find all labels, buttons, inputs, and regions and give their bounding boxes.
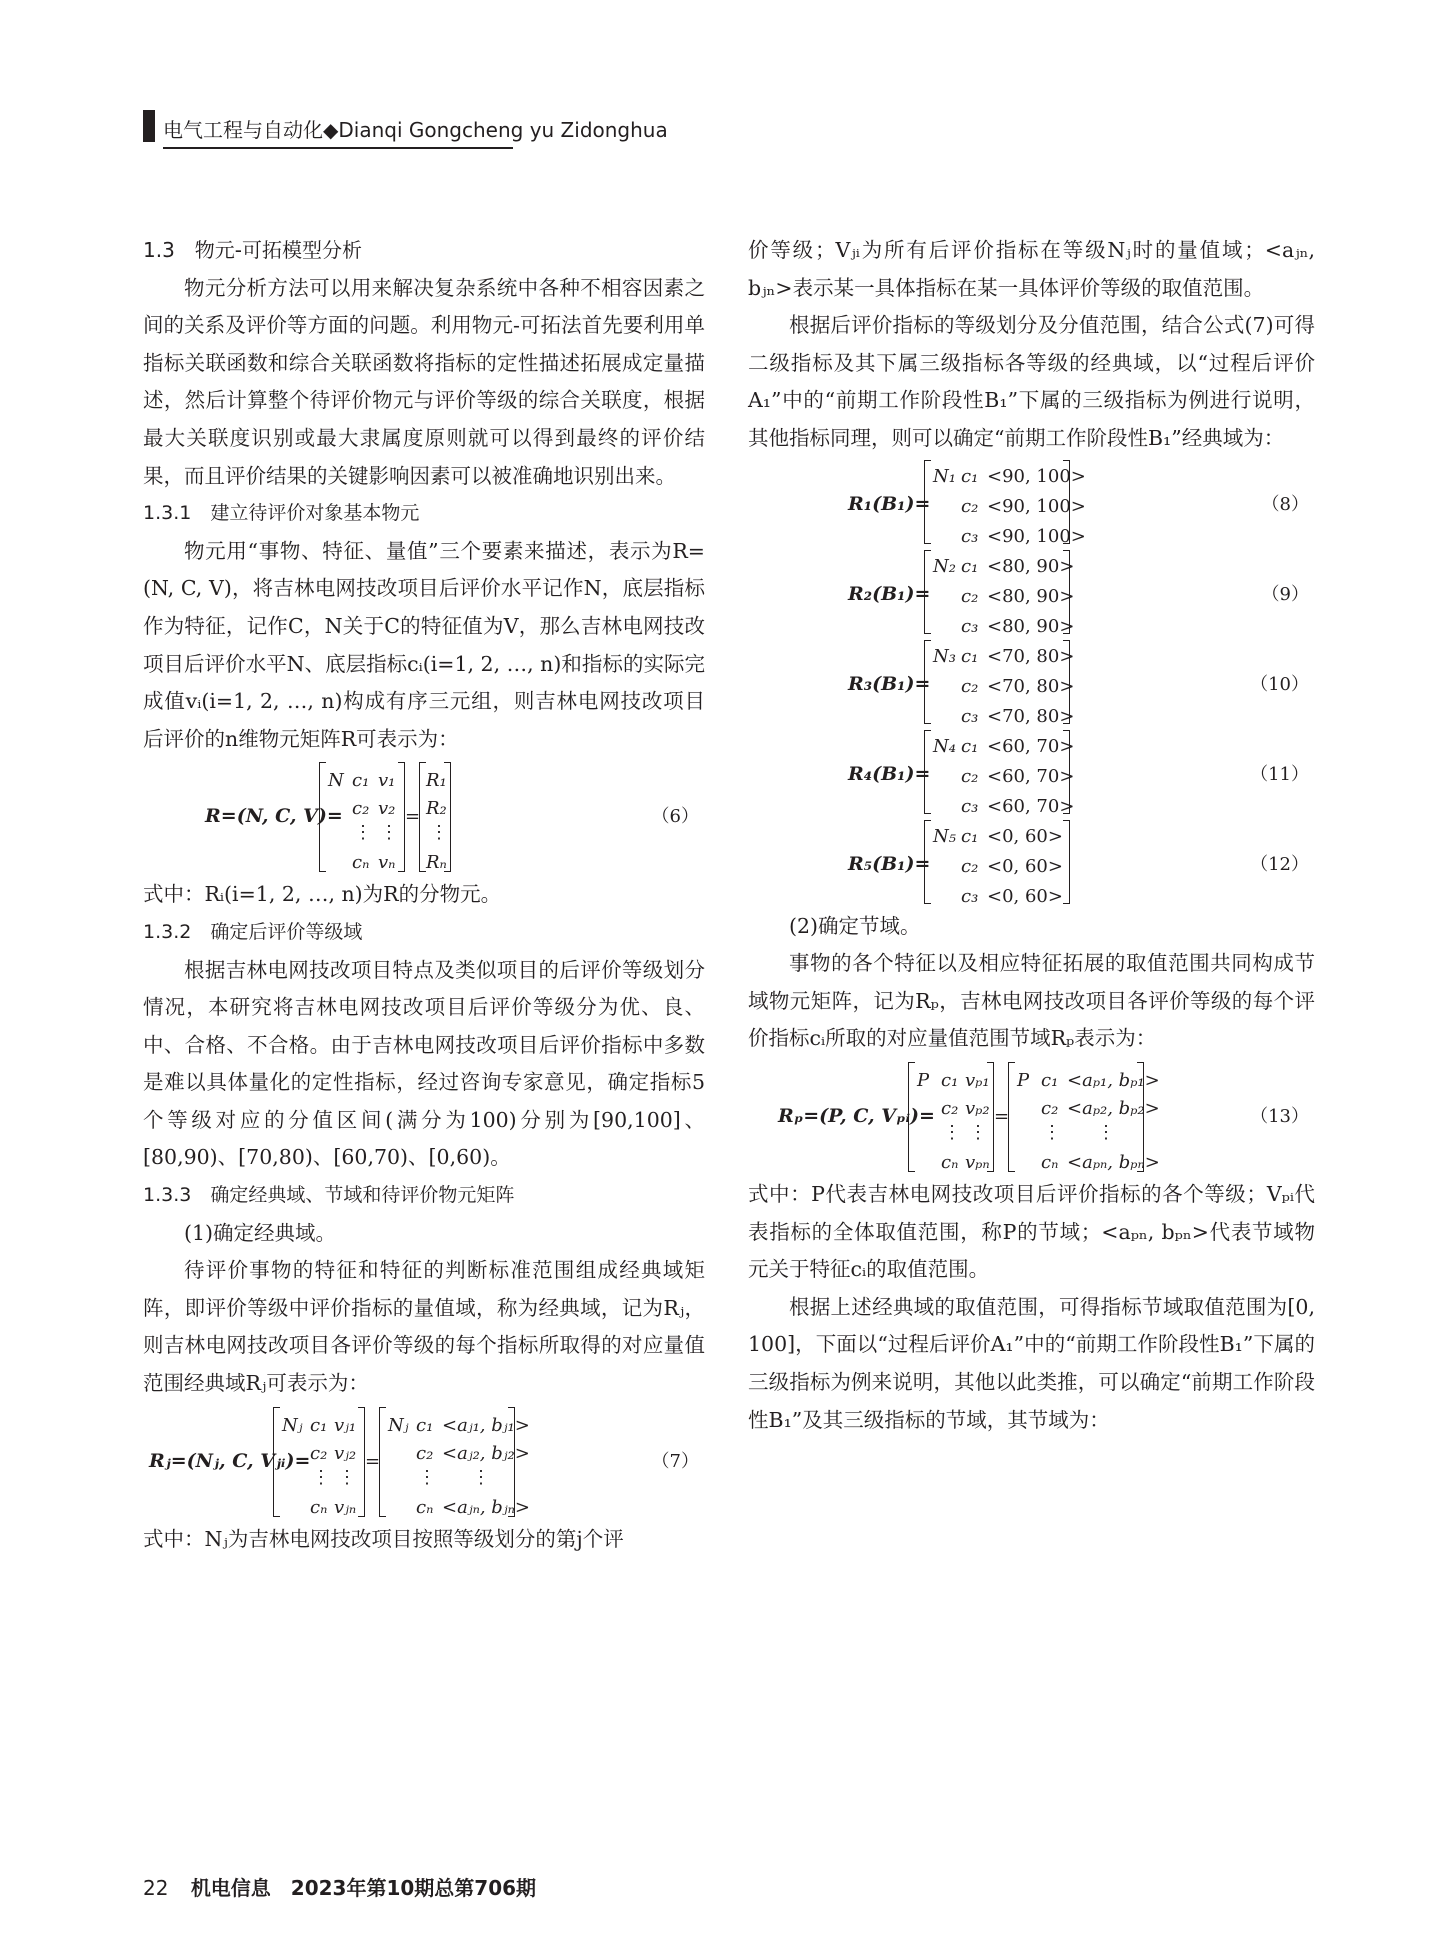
matrix-cell: N₅ <box>933 825 956 847</box>
equation-number: （8） <box>1261 493 1309 515</box>
matrix-cell: c₁ <box>961 825 979 847</box>
matrix-cell: v₂ <box>378 798 396 820</box>
matrix-cell: <60, 70> <box>987 735 1075 757</box>
matrix <box>419 762 451 872</box>
matrix-cell: N₃ <box>933 645 956 667</box>
matrix <box>319 762 405 872</box>
left-column <box>143 232 705 1558</box>
matrix-cell: ⋮ <box>418 1466 436 1488</box>
paragraph: 式中：Rᵢ(i=1, 2, …, n)为R的分物元。 <box>143 882 502 907</box>
matrix-cell: <0, 60> <box>987 885 1063 907</box>
matrix-cell: <60, 70> <box>987 765 1075 787</box>
matrix-cell: N₂ <box>933 555 956 577</box>
page-number: 22 <box>143 1876 169 1900</box>
matrix <box>924 730 1075 817</box>
matrix-cell: c₁ <box>941 1069 959 1091</box>
matrix-cell: <aₚ₁, bₚ₁> <box>1067 1069 1160 1091</box>
equation-classic-domain <box>748 548 1315 638</box>
section-heading-1-3-1: 1.3.1 建立待评价对象基本物元 <box>143 502 420 525</box>
matrix-cell: <70, 80> <box>987 645 1075 667</box>
page-footer <box>143 1872 536 1901</box>
matrix <box>273 1407 365 1517</box>
matrix-cell: ⋮ <box>430 822 448 844</box>
matrix-cell: <90, 100> <box>987 525 1086 547</box>
equals-sign: = <box>994 1105 1010 1127</box>
paragraph: 根据上述经典域的取值范围，可得指标节域取值范围为[0, 100]，下面以“过程后评价A₁”中的“前期工作阶段性B₁”下属的三级指标为例来说明，其他以此类推，可以确定“前期工作阶段性B₁”及其三级指标的节域，其节域为： <box>748 1294 1315 1432</box>
matrix-cell: <0, 60> <box>987 825 1063 847</box>
matrix-cell: <aⱼ₁, bⱼ₁> <box>442 1414 530 1436</box>
paragraph: 物元分析方法可以用来解决复杂系统中各种不相容因素之间的关系及评价等方面的问题。利用物元-可拓法首先要利用单指标关联函数和综合关联函数将指标的定性描述拓展成定量描述，然后计算整个待评价物元与评价等级的综合关联度，根据最大关联度识别或最大隶属度原则就可以得到最终的评价结果，而且评价结果的关键影响因素可以被准确地识别出来。 <box>143 275 705 488</box>
matrix-cell: ⋮ <box>1097 1121 1115 1143</box>
matrix-cell: c₁ <box>416 1414 434 1436</box>
paragraph: 事物的各个特征以及相应特征拓展的取值范围共同构成节域物元矩阵，记为Rₚ，吉林电网技改项目各评价等级的每个评价指标cᵢ所取的对应量值范围节域Rₚ表示为： <box>748 951 1315 1051</box>
matrix-cell: c₃ <box>961 525 979 547</box>
equation-number: （9） <box>1261 583 1309 605</box>
matrix-cell: <70, 80> <box>987 705 1075 727</box>
header-title: 电气工程与自动化◆Dianqi Gongcheng yu Zidonghua <box>163 118 668 142</box>
paragraph: (1)确定经典域。 <box>184 1220 337 1245</box>
matrix-cell: cₙ <box>1041 1151 1059 1173</box>
matrix-cell: ⋮ <box>354 822 372 844</box>
equation-number: （11） <box>1250 763 1309 785</box>
matrix-cell: <aⱼ₂, bⱼ₂> <box>442 1442 530 1464</box>
matrix-cell: ⋮ <box>338 1466 356 1488</box>
matrix-cell: c₁ <box>961 465 979 487</box>
equation-lhs: Rⱼ=(Nⱼ, C, Vⱼᵢ)= <box>149 1449 311 1472</box>
matrix-cell: c₁ <box>961 645 979 667</box>
equation-classic-domain <box>748 638 1315 728</box>
equation-13 <box>748 1058 1315 1176</box>
paragraph: 根据吉林电网技改项目特点及类似项目的后评价等级划分情况，本研究将吉林电网技改项目后评价等级分为优、良、中、合格、不合格。由于吉林电网技改项目后评价指标中多数是难以具体量化的定性指标，经过咨询专家意见，确定指标5个等级对应的分值区间(满分为100)分别为[90,100]、[80,90)、[70,80)、[60,70)、[0,60)。 <box>143 957 705 1170</box>
matrix-cell: P <box>1017 1069 1030 1091</box>
equation-number: （13） <box>1250 1105 1309 1127</box>
matrix <box>924 550 1075 637</box>
journal-issue: 机电信息 2023年第10期总第706期 <box>190 1876 537 1900</box>
matrix-cell: Nⱼ <box>388 1414 409 1436</box>
section-heading-1-3-2: 1.3.2 确定后评价等级域 <box>143 920 363 943</box>
matrix-cell: <80, 90> <box>987 555 1075 577</box>
header-bar <box>143 110 155 142</box>
header-rule <box>163 147 513 149</box>
matrix-cell: c₂ <box>1041 1097 1059 1119</box>
equation-lhs: Rₚ=(P, C, Vₚᵢ)= <box>778 1104 935 1127</box>
matrix-cell: N₁ <box>933 465 956 487</box>
matrix-cell: c₃ <box>961 705 979 727</box>
matrix-cell: c₂ <box>416 1442 434 1464</box>
equation-7 <box>143 1403 705 1521</box>
matrix-cell: c₁ <box>310 1414 328 1436</box>
equation-lhs: R=(N, C, V)= <box>205 805 343 828</box>
equals-sign: = <box>365 1450 381 1472</box>
matrix-cell: c₂ <box>961 675 979 697</box>
running-header <box>143 108 668 152</box>
matrix-cell: vⱼ₁ <box>334 1414 357 1436</box>
matrix-cell: c₁ <box>352 770 370 792</box>
matrix-cell: c₂ <box>961 855 979 877</box>
paragraph: 式中：Nⱼ为吉林电网技改项目按照等级划分的第j个评 <box>143 1526 624 1551</box>
matrix-cell: cₙ <box>310 1496 328 1518</box>
matrix-cell: vₙ <box>378 852 396 874</box>
matrix-cell: R₁ <box>426 770 447 792</box>
matrix-cell: vₚₙ <box>965 1151 990 1173</box>
matrix-cell: <80, 90> <box>987 585 1075 607</box>
matrix <box>379 1407 530 1518</box>
matrix-cell: vⱼ₂ <box>334 1442 357 1464</box>
matrix-cell: <aₚ₂, bₚ₂> <box>1067 1097 1160 1119</box>
matrix-cell: N₄ <box>933 735 956 757</box>
matrix-cell: c₂ <box>961 765 979 787</box>
matrix-cell: c₂ <box>961 495 979 517</box>
matrix-cell: c₁ <box>961 735 979 757</box>
paragraph-text: R=(N, C, V)，将吉林电网技改项目后评价水平记作N，底层指标作为特征，记作C，N关于C的特征值为V，那么吉林电网技改项目后评价水平N、底层指标cᵢ(i=1, 2, …, n)和指标的实际完成值vᵢ(i=1, 2, …, n)构成有序三元组，则吉林电网技改项目后评价的n维物元矩阵R可表示为： <box>143 538 705 751</box>
paragraph: 待评价事物的特征和特征的判断标准范围组成经典域矩阵，即评价等级中评价指标的量值域，称为经典域，记为Rⱼ，则吉林电网技改项目各评价等级的每个指标所取得的对应量值范围经典域Rⱼ可表示为： <box>143 1258 705 1396</box>
equation-classic-domain <box>748 818 1315 908</box>
matrix-cell: <70, 80> <box>987 675 1075 697</box>
paragraph <box>143 533 705 759</box>
matrix-cell: vₚ₂ <box>965 1097 990 1119</box>
matrix-cell: vⱼₙ <box>334 1496 357 1518</box>
section-heading-1-3-3: 1.3.3 确定经典域、节域和待评价物元矩阵 <box>143 1184 515 1207</box>
section-heading-1-3: 1.3 物元-可拓模型分析 <box>143 238 363 262</box>
equation-number: （12） <box>1250 853 1309 875</box>
equation-lhs: R₃(B₁)= <box>848 672 931 695</box>
matrix-cell: v₁ <box>378 770 396 792</box>
equation-number: （7） <box>651 1450 699 1472</box>
matrix <box>924 820 1070 907</box>
matrix-cell: N <box>328 770 344 792</box>
matrix-cell: cₙ <box>941 1151 959 1173</box>
matrix-cell: <90, 100> <box>987 495 1086 517</box>
matrix-cell: c₃ <box>961 885 979 907</box>
matrix-cell: ⋮ <box>472 1466 490 1488</box>
matrix-cell: c₁ <box>961 555 979 577</box>
paragraph: 式中：P代表吉林电网技改项目后评价指标的各个等级；Vₚᵢ代表指标的全体取值范围，称P的节域；<aₚₙ, bₚₙ>代表节域物元关于特征cᵢ的取值范围。 <box>748 1181 1315 1282</box>
matrix <box>924 460 1086 547</box>
matrix-cell: P <box>917 1069 930 1091</box>
equation-6 <box>143 758 705 876</box>
matrix-cell: c₂ <box>352 798 370 820</box>
paragraph-text: 物元用“事物、特征、量值”三个要素来描述，表示为 <box>184 538 673 563</box>
equation-number: （6） <box>651 806 699 828</box>
matrix-cell: c₂ <box>941 1097 959 1119</box>
matrix-cell: vₚ₁ <box>965 1069 990 1091</box>
matrix-cell: c₁ <box>1041 1069 1059 1091</box>
equation-lhs: R₄(B₁)= <box>848 762 931 785</box>
matrix-cell: <80, 90> <box>987 615 1075 637</box>
matrix-cell: <90, 100> <box>987 465 1086 487</box>
equation-classic-domain <box>748 728 1315 818</box>
matrix-cell: <0, 60> <box>987 855 1063 877</box>
matrix-cell: ⋮ <box>312 1466 330 1488</box>
matrix-cell: c₂ <box>961 585 979 607</box>
matrix-cell: c₃ <box>961 795 979 817</box>
right-column <box>748 232 1315 1439</box>
equation-number: （10） <box>1250 673 1309 695</box>
equation-lhs: R₂(B₁)= <box>848 582 931 605</box>
matrix <box>908 1062 994 1172</box>
matrix-cell: ⋮ <box>380 822 398 844</box>
equation-lhs: R₁(B₁)= <box>848 492 931 515</box>
matrix-cell: cₙ <box>352 852 370 874</box>
matrix-cell: ⋮ <box>1043 1121 1061 1143</box>
matrix <box>1008 1062 1160 1173</box>
paragraph: 根据后评价指标的等级划分及分值范围，结合公式(7)可得二级指标及其下属三级指标各等级的经典域，以“过程后评价A₁”中的“前期工作阶段性B₁”下属的三级指标为例进行说明，其他指标同理，则可以确定“前期工作阶段性B₁”经典域为： <box>748 313 1315 450</box>
matrix-cell: ⋮ <box>943 1121 961 1143</box>
classic-domain-equations <box>748 458 1315 908</box>
paragraph: 价等级；Vⱼᵢ为所有后评价指标在等级Nⱼ时的量值域；<aⱼₙ, bⱼₙ>表示某一具体指标在某一具体评价等级的取值范围。 <box>748 238 1315 300</box>
equals-sign: = <box>405 806 421 828</box>
equation-classic-domain <box>748 458 1315 548</box>
matrix-cell: Nⱼ <box>282 1414 303 1436</box>
matrix-cell: ⋮ <box>969 1121 987 1143</box>
matrix-cell: c₂ <box>310 1442 328 1464</box>
matrix <box>924 640 1075 727</box>
matrix-cell: Rₙ <box>426 852 447 874</box>
matrix-cell: c₃ <box>961 615 979 637</box>
matrix-cell: cₙ <box>416 1496 434 1518</box>
equation-lhs: R₅(B₁)= <box>848 852 931 875</box>
matrix-cell: <aₚₙ, bₚₙ> <box>1067 1151 1160 1173</box>
matrix-cell: <60, 70> <box>987 795 1075 817</box>
matrix-cell: R₂ <box>426 798 447 820</box>
paragraph: (2)确定节域。 <box>789 913 921 938</box>
matrix-cell: <aⱼₙ, bⱼₙ> <box>442 1496 530 1518</box>
